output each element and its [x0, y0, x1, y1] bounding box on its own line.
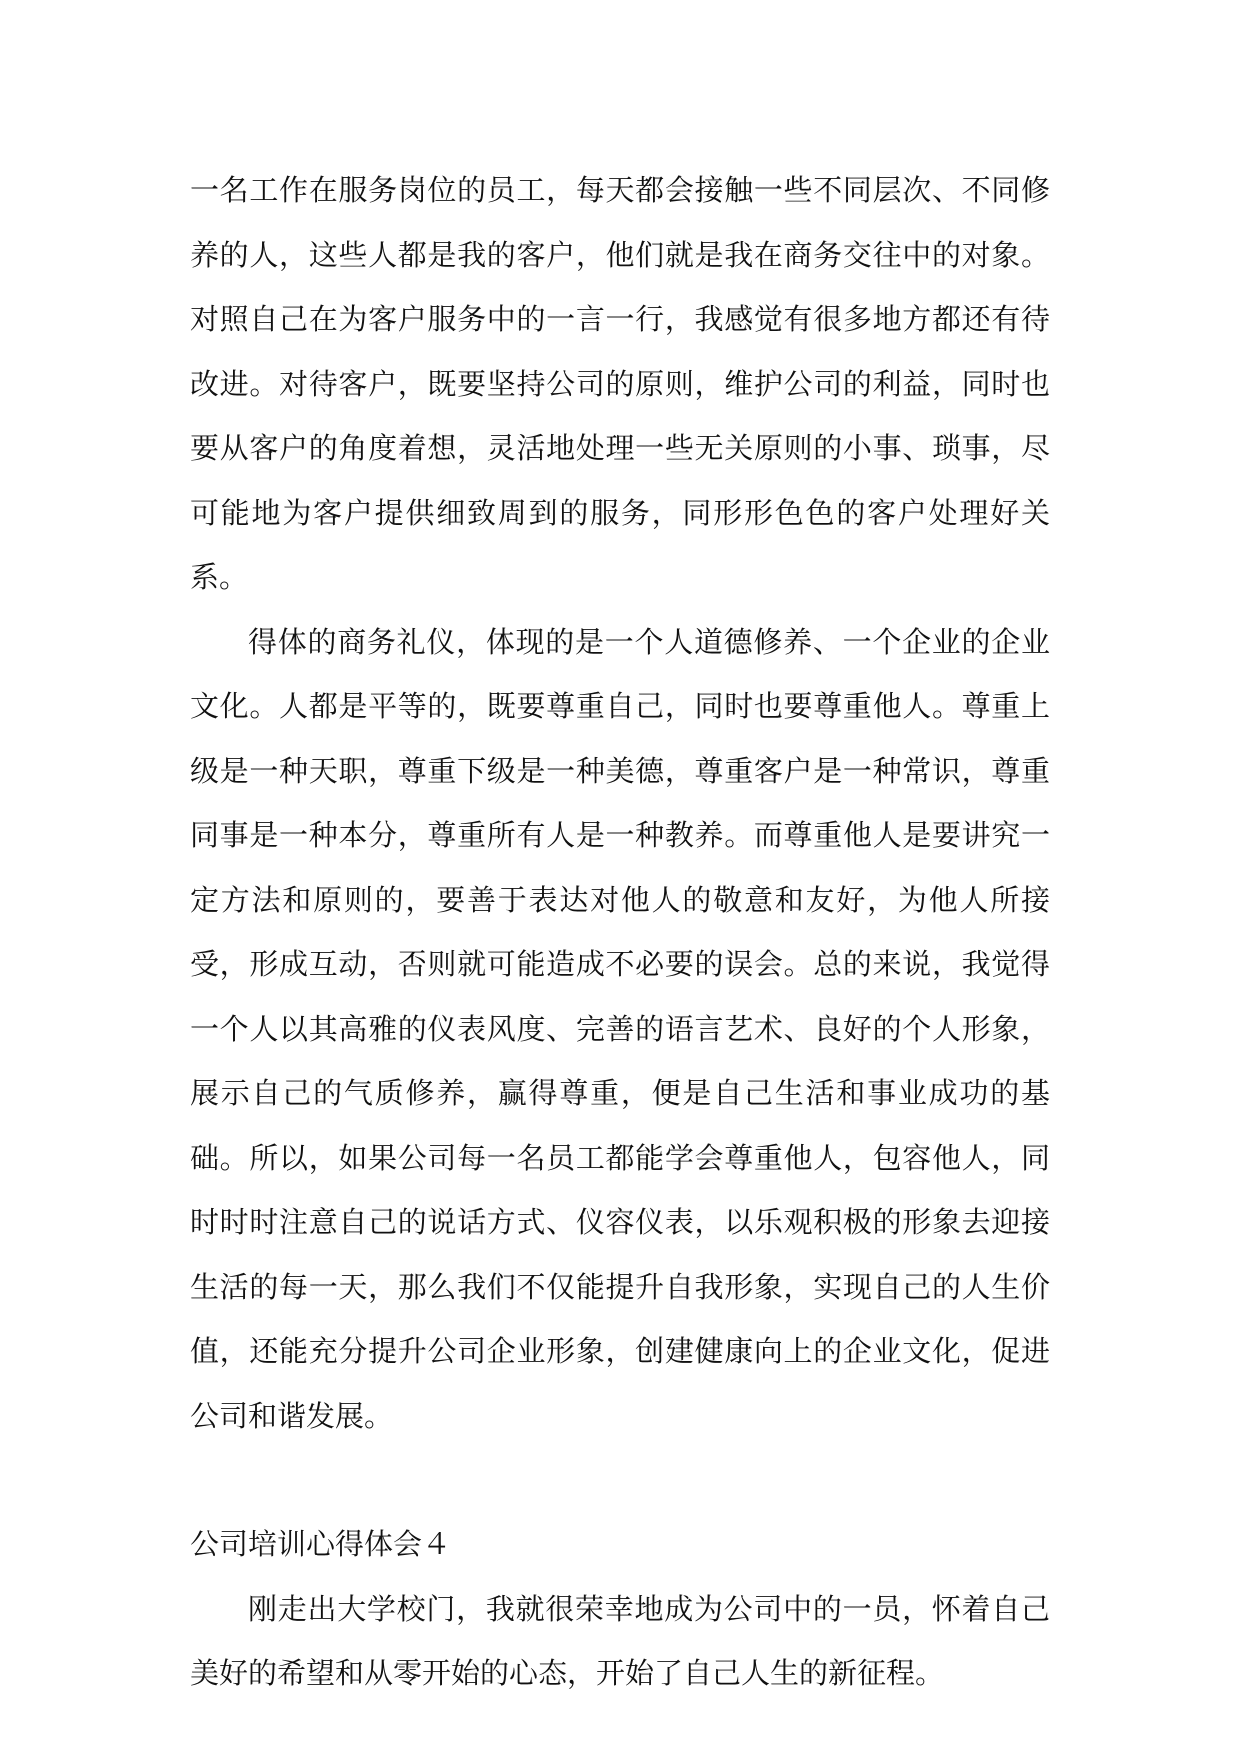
paragraph-business-etiquette: 得体的商务礼仪，体现的是一个人道德修养、一个企业的企业文化。人都是平等的，既要尊重自己，同时也要尊重他人。尊重上级是一种天职，尊重下级是一种美德，尊重客户是一种常识，尊重同事是一种本分，尊重所有人是一种教养。而尊重他人是要讲究一定方法和原则的，要善于表达对他人的敬意和友好，为他人所接受，形成互动，否则就可能造成不必要的误会。总的来说，我觉得一个人以其高雅的仪表风度、完善的语言艺术、良好的个人形象，展示自己的气质修养，赢得尊重，便是自己生活和事业成功的基础。所以，如果公司每一名员工都能学会尊重他人，包容他人，同时时时注意自己的说话方式、仪容仪表，以乐观积极的形象去迎接生活的每一天，那么我们不仅能提升自我形象，实现自己的人生价值，还能充分提升公司企业形象，创建健康向上的企业文化，促进公司和谐发展。 [190, 624, 1050, 1433]
paragraph-continued: 一名工作在服务岗位的员工，每天都会接触一些不同层次、不同修养的人，这些人都是我的客户，他们就是我在商务交往中的对象。对照自己在为客户服务中的一言一行，我感觉有很多地方都还有待改进。对待客户，既要坚持公司的原则，维护公司的利益，同时也要从客户的角度着想，灵活地处理一些无关原则的小事、琐事，尽可能地为客户提供细致周到的服务，同形形色色的客户处理好关系。 [190, 173, 1050, 594]
paragraph-new-journey: 刚走出大学校门，我就很荣幸地成为公司中的一员，怀着自己美好的希望和从零开始的心态，开始了自己人生的新征程。 [190, 1591, 1050, 1690]
document-body [190, 158, 1050, 1706]
section-title: 公司培训心得体会４ [190, 1527, 452, 1561]
